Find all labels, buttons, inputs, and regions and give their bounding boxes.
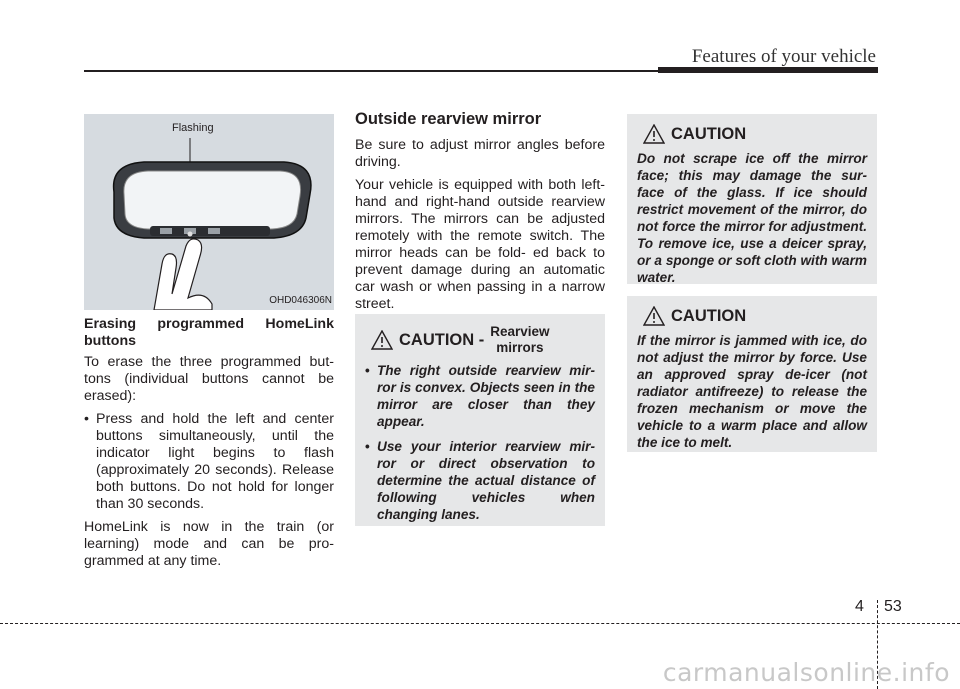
figure-code: OHD046306N bbox=[269, 295, 332, 306]
outside-mirror-p1: Be sure to adjust mirror angles before driving. bbox=[355, 137, 605, 170]
caution-box-jammed-ice bbox=[627, 296, 877, 452]
outside-mirror-heading: Outside rearview mirror bbox=[355, 110, 542, 128]
footer-dashed-line bbox=[0, 623, 960, 624]
figure-callout-label: Flashing bbox=[172, 122, 214, 134]
mirror-glass bbox=[124, 171, 301, 229]
caution-box-scrape-ice bbox=[627, 114, 877, 284]
warning-triangle-icon bbox=[643, 306, 665, 326]
caution-label: CAUTION bbox=[671, 306, 747, 325]
watermark-link[interactable]: carmanualsonline.info bbox=[662, 658, 950, 687]
homelink-erase-heading: Erasing programmed HomeLink buttons bbox=[84, 316, 334, 349]
homelink-erase-section bbox=[84, 316, 334, 576]
caution-label: CAUTION bbox=[671, 124, 747, 143]
page-header-title: Features of your vehicle bbox=[691, 46, 876, 67]
caution-bullet: • Use your interior rearview mir- ror or direct observation to determine the actual distance of following vehicles when changing lanes. bbox=[365, 438, 595, 523]
hand-drawing bbox=[154, 239, 212, 310]
caution-bullet: • The right outside rearview mir- ror is convex. Objects seen in the mirror are closer than they appear. bbox=[365, 362, 595, 430]
outside-mirror-section bbox=[355, 110, 605, 319]
caution-title-row bbox=[637, 306, 867, 326]
caution-subtitle-line1: Rearview bbox=[490, 324, 550, 339]
mirror-drawing bbox=[84, 114, 334, 310]
caution-title-row bbox=[637, 124, 867, 144]
homelink-erase-outro: HomeLink is now in the train (or learning) mode and can be pro- grammed at any time. bbox=[84, 519, 334, 569]
caution-text: Do not scrape ice off the mirror face; this may damage the sur- face of the glass. If ice should restrict movement of the mirror, do not force the mirror for adjustment. To remove ice, use a deicer spray, or a sponge or soft cloth with warm water. bbox=[637, 151, 867, 285]
homelink-erase-intro: To erase the three programmed but- tons (individual buttons cannot be erased): bbox=[84, 354, 334, 404]
caution-label: CAUTION - bbox=[399, 330, 485, 349]
warning-triangle-icon bbox=[643, 124, 665, 144]
homelink-button-left bbox=[160, 228, 172, 234]
chapter-number: 4 bbox=[855, 598, 864, 615]
indicator-light bbox=[188, 232, 193, 237]
warning-triangle-icon bbox=[371, 330, 393, 350]
homelink-erase-bullet: • Press and hold the left and center buttons simultaneously, until the indicator light begins to flash (approximately 20 seconds). Release both buttons. Do not hold for longer than 30 seconds. bbox=[84, 411, 334, 513]
header-rule bbox=[84, 70, 878, 72]
outside-mirror-p2: Your vehicle is equipped with both left-hand and right-hand outside rearview mirrors. The mirrors can be adjusted remotely with the remote switch. The mirror heads can be fold- ed back to prevent damage during an automatic car wash or when passing in a narrow street. bbox=[355, 177, 605, 312]
caution-title-row bbox=[365, 324, 595, 356]
page-number: 53 bbox=[884, 598, 902, 615]
caution-text: If the mirror is jammed with ice, do not adjust the mirror by force. Use an approved spray de-icer (not radiator antifreeze) to release the frozen mechanism or move the vehicle to a warm place and allow the ice to melt. bbox=[637, 333, 867, 450]
caution-subtitle-line2: mirrors bbox=[496, 340, 544, 355]
homelink-button-right bbox=[208, 228, 220, 234]
mirror-illustration bbox=[84, 114, 334, 310]
caution-box-rearview-mirrors bbox=[355, 314, 605, 526]
